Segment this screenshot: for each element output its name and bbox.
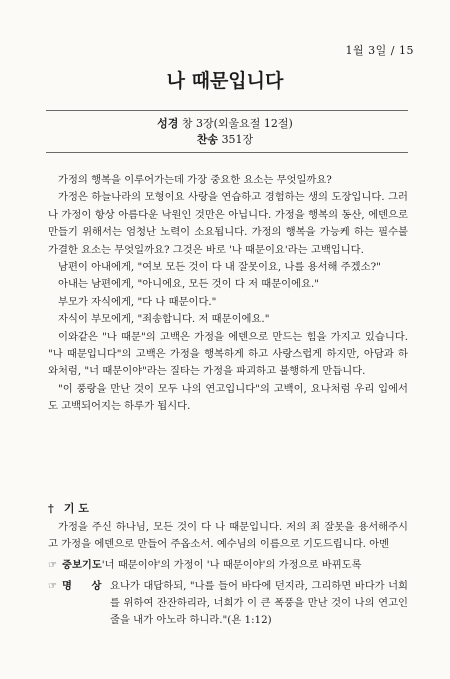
body-paragraph: 남편이 아내에게, "여보 모든 것이 다 내 잘못이요, 나를 용서해 주겠소?" [58,261,381,274]
body-paragraph: 부모가 자식에게, "다 나 때문이다." [58,295,217,308]
bible-reference: 창 3장(외울요절 12절) [181,117,293,130]
prayer-heading-text: 기 도 [63,502,89,515]
bottom-divider [46,152,408,153]
top-divider [46,110,408,111]
hymn-label: 찬송 [196,133,219,146]
pointing-hand-icon: ☞ [48,581,57,592]
body-paragraph: 가정은 하늘나라의 모형이요 사랑을 연습하고 경험하는 생의 도장입니다. 그러나 가정이 항상 아름다운 낙원인 것만은 아닙니다. 가정을 행복의 동산, 에덴으로 만들기 위해서는 엄청난 노력이 소요됩니다. 가정의 행복을 가능케 하는 필수불가결한 요소는 무엇일까요? 그것은 바로 '나 때문이요'라는 고백입니다. [48,191,408,256]
page-title: 나 때문입니다 [166,70,284,92]
bible-label: 성경 [157,117,179,130]
meditation-label: 명 상 [62,580,110,592]
meditation-row [48,578,408,629]
devotional-body [48,172,408,416]
intercession-text: '너 때문이야'의 가정이 '나 때문이야'의 가정으로 바뀌도록 [101,559,362,571]
body-paragraph: 아내는 남편에게, "아니에요, 모든 것이 다 저 때문이에요." [58,278,320,291]
hymn-reference: 351장 [221,133,254,146]
pointing-hand-icon: ☞ [48,560,57,571]
intercession-label: 중보기도 [62,559,102,571]
cross-icon: † [48,502,54,515]
body-paragraph: 자식이 부모에게, "죄송합니다. 저 때문이에요." [58,313,270,326]
scripture-block [0,116,450,148]
meditation-text: 요나가 대답하되, "나를 들어 바다에 던지라, 그리하면 바다가 너희를 위하여 잔잔하리라, 너희가 이 큰 폭풍을 만난 것이 나의 연고인 줄을 내가 아노라 하니라."(욘 1:12) [110,580,408,626]
prayer-heading [48,500,408,517]
page-date-number: 1월 3일 / 15 [345,44,414,57]
body-paragraph: "이 풍랑을 만난 것이 모두 나의 연고입니다"의 고백이, 요나처럼 우리 입에서도 고백되어지는 하루가 됩시다. [48,382,408,413]
body-paragraph: 이와같은 "나 때문"의 고백은 가정을 에덴으로 만드는 힘을 가지고 있습니다. "나 때문입니다"의 고백은 가정을 행복하게 하고 사랑스럽게 하지만, 아담과 하와처럼, "너 때문이야"라는 질타는 가정을 파괴하고 불행하게 만듭니다. [48,330,408,378]
bible-reference-line [0,116,450,132]
prayer-section [48,500,408,629]
prayer-text: 가정을 주신 하나님, 모든 것이 다 나 때문입니다. 저의 죄 잘못을 용서해주시고 가정을 에덴으로 만들어 주옵소서. 예수님의 이름으로 기도드립니다. 아멘 [48,521,408,550]
hymn-reference-line [0,132,450,148]
body-paragraph: 가정의 행복을 이루어가는데 가장 중요한 요소는 무엇일까요? [58,174,332,186]
intercession-row [48,557,408,574]
